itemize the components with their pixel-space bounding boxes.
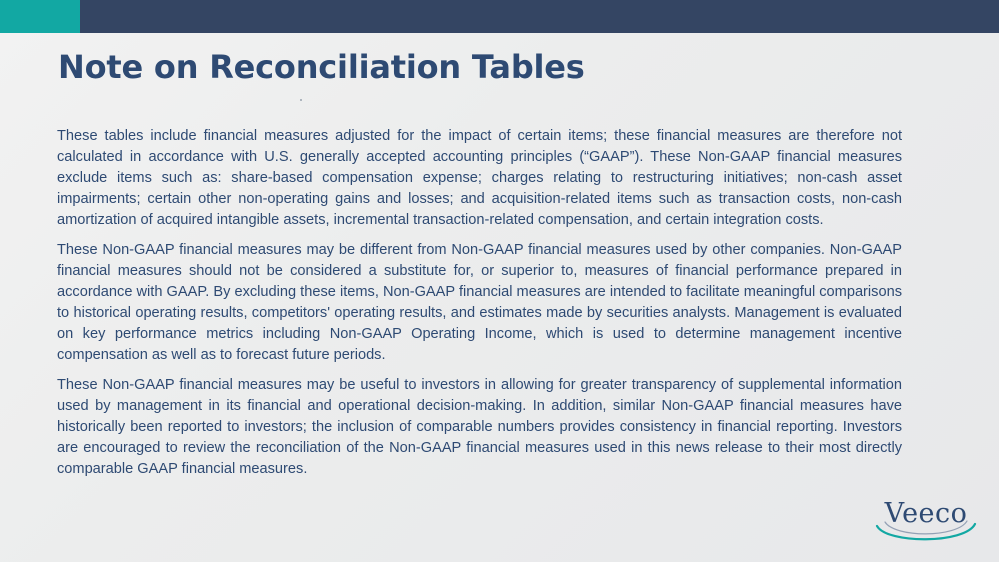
decorative-dot bbox=[300, 99, 302, 101]
paragraph: These Non-GAAP financial measures may be useful to investors in allowing for greater transparency of supplemental information used by management in its financial and operational decision-making. In addition, similar Non-GAAP financial measures have historically been reported to investors; the inclusion of comparable numbers provides consistency in financial reporting. Investors are encouraged to review the reconciliation of the Non-GAAP financial measures used in this news release to their most directly comparable GAAP financial measures. bbox=[57, 377, 902, 477]
logo-swoosh-icon bbox=[873, 520, 979, 548]
paragraph: These tables include financial measures adjusted for the impact of certain items; these financial measures are therefore not calculated in accordance with U.S. generally accepted accounting principles (“GAAP”). These Non-GAAP financial measures exclude items such as: share-based compensation expense; charges relating to restructuring initiatives; non-cash asset impairments; certain other non-operating gains and losses; and acquisition-related items such as transaction costs, non-cash amortization of acquired intangible assets, incremental transaction-related compensation, and certain integration costs. bbox=[57, 128, 902, 228]
body-content bbox=[57, 126, 902, 480]
logo-wordmark: Veeco bbox=[884, 498, 968, 529]
header-bar bbox=[0, 0, 999, 33]
paragraph: These Non-GAAP financial measures may be different from Non-GAAP financial measures used by other companies. Non-GAAP financial measures should not be considered a substitute for, or superior to, measures of financial performance prepared in accordance with GAAP. By excluding these items, Non-GAAP financial measures are intended to facilitate meaningful comparisons to historical operating results, competitors' operating results, and estimates made by securities analysts. Management is evaluated on key performance metrics including Non-GAAP Operating Income, which is used to determine management incentive compensation as well as to forecast future periods. bbox=[57, 242, 902, 363]
page-title: Note on Reconciliation Tables bbox=[58, 48, 585, 86]
header-accent-block bbox=[0, 0, 80, 33]
veeco-logo bbox=[871, 498, 981, 550]
